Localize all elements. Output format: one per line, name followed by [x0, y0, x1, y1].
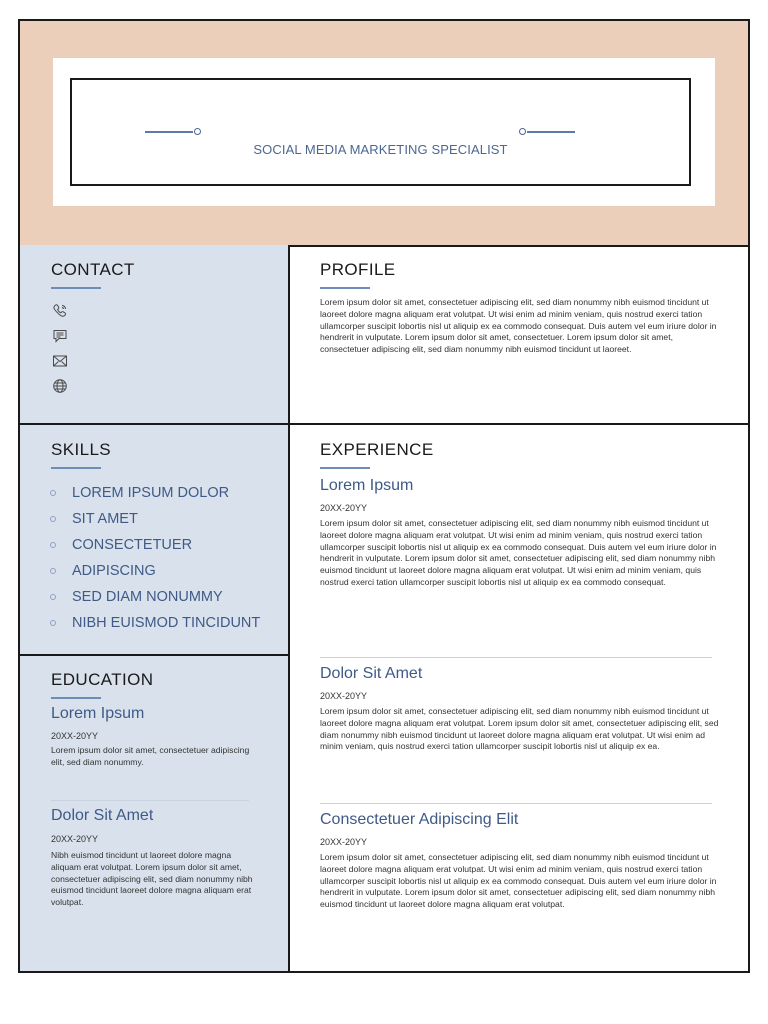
skill-item: ADIPISCING: [50, 558, 260, 584]
experience-heading-rule: [320, 467, 370, 469]
education-entry-date: 20XX-20YY: [51, 834, 99, 844]
experience-entry-date: 20XX-20YY: [320, 503, 368, 513]
skills-heading-rule: [51, 467, 101, 469]
contact-heading: CONTACT: [51, 260, 135, 279]
globe-icon: [52, 378, 70, 396]
bullet-icon: [50, 620, 56, 626]
experience-entry-date: 20XX-20YY: [320, 691, 368, 701]
left-ornament: [145, 128, 203, 136]
phone-icon: [52, 303, 70, 321]
main-content: [290, 245, 748, 971]
education-section: [20, 656, 288, 971]
profile-heading-rule: [320, 287, 370, 289]
education-entry-date: 20XX-20YY: [51, 731, 99, 741]
resume-page: [18, 19, 750, 973]
skill-item: SED DIAM NONUMMY: [50, 584, 260, 610]
profile-experience-divider: [288, 423, 748, 425]
contact-heading-rule: [51, 287, 101, 289]
right-ornament: [519, 128, 577, 136]
contact-icons: [52, 303, 70, 403]
experience-entry-title: Consectetuer Adipiscing Elit: [320, 811, 519, 828]
bullet-icon: [50, 568, 56, 574]
experience-entry-title: Dolor Sit Amet: [320, 665, 423, 682]
education-entry-title: Lorem Ipsum: [51, 705, 145, 722]
education-heading-rule: [51, 697, 101, 699]
bullet-icon: [50, 542, 56, 548]
skill-item: NIBH EUISMOD TINCIDUNT: [50, 610, 260, 636]
education-entry-text: Nibh euismod tincidunt ut laoreet dolore magna aliquam erat volutpat. Lorem ipsum dolor sit amet, consectetuer adipiscing elit, sed diam nonummy nibh euismod tincidunt laoreet dolore magna aliquam erat volutpat.: [51, 850, 253, 908]
experience-entry-text: Lorem ipsum dolor sit amet, consectetuer adipiscing elit, sed diam nonummy nibh euismod tincidunt ut laoreet dolore magna aliquam erat volutpat. Ut wisi enim ad minim veniam, quis nostrud exerci tation ullamcorper suscipit lobortis nisl ut aliquip ex ea commodo consequat. Duis autem vel eum iriure dolor in hendrerit in vulputate. Lorem ipsum dolor sit amet, consectetuer adipiscing elit, sed diam nonummy nibh euismod tincidunt ut laoreet dolore magna aliquam erat volutpat.: [320, 852, 717, 910]
experience-entry-date: 20XX-20YY: [320, 837, 368, 847]
education-heading: EDUCATION: [51, 670, 154, 689]
skills-heading: SKILLS: [51, 440, 112, 459]
experience-entry-text: Lorem ipsum dolor sit amet, consectetuer adipiscing elit, sed diam nonummy nibh euismod tincidunt ut laoreet dolore magna aliquam erat volutpat. Ut wisi enim ad minim veniam, quis nostrud exerci tation ullamcorper suscipit lobortis nisl ut aliquip ex ea commodo consequat. Duis autem vel eum iriure dolor in hendrerit in vulputate. Lorem ipsum dolor sit amet, consectetuer adipiscing elit, sed diam nonummy nibh euismod tincidunt ut laoreet dolore magna aliquam erat volutpat. Ut wisi enim ad minim veniam, quis nostrud exerci tation ullamcorper suscipit lobortis nisl ut aliquip ex ea commodo consequat.: [320, 518, 717, 587]
skill-item: LOREM IPSUM DOLOR: [50, 480, 260, 506]
bullet-icon: [50, 516, 56, 522]
experience-entry-divider: [320, 657, 712, 658]
skill-item: SIT AMET: [50, 506, 260, 532]
experience-entry-divider: [320, 803, 712, 804]
education-entry-title: Dolor Sit Amet: [51, 807, 154, 824]
skills-list: [50, 480, 260, 636]
profile-text: Lorem ipsum dolor sit amet, consectetuer adipiscing elit, sed diam nonummy nibh euismod tincidunt ut laoreet dolore magna aliquam erat volutpat. Ut wisi enim ad minim veniam, quis nostrud exerci tation ullamcorper suscipit lobortis nisl ut aliquip ex ea commodo consequat. Duis autem vel eum iriure dolor in hendrerit in vulputate. Lorem ipsum dolor sit amet, consectetuer. Lorem ipsum dolor sit amet, consectetuer adipiscing elit, sed diam nonummy nibh euismod tincidunt ut laoreet.: [320, 297, 717, 355]
job-title: SOCIAL MEDIA MARKETING SPECIALIST: [253, 142, 508, 157]
header-card: [53, 58, 715, 206]
experience-entry-text: Lorem ipsum dolor sit amet, consectetuer adipiscing elit, sed diam nonummy nibh euismod tincidunt ut laoreet dolore magna aliquam erat volutpat. Lorem ipsum dolor sit amet, consectetuer adipiscing elit, sed diam nonummy nibh euismod tincidunt ut laoreet dolore magna aliquam erat volutpat. Ut wisi enim ad minim veniam, quis nostrud exerci tation ullamcorper suscipit lobortis nisl ut aliquip ex ea.: [320, 706, 719, 752]
chat-icon: [52, 328, 70, 346]
sidebar: [20, 245, 290, 971]
education-entry-text: Lorem ipsum dolor sit amet, consectetuer adipiscing elit, sed diam nonummy.: [51, 745, 250, 767]
bullet-icon: [50, 594, 56, 600]
skill-item: CONSECTETUER: [50, 532, 260, 558]
education-entry-divider: [51, 800, 249, 801]
experience-entry-title: Lorem Ipsum: [320, 477, 414, 494]
skills-section: [20, 425, 288, 655]
name-frame: [70, 78, 691, 186]
profile-heading: PROFILE: [320, 260, 396, 279]
experience-heading: EXPERIENCE: [320, 440, 434, 459]
bullet-icon: [50, 490, 56, 496]
mail-icon: [52, 353, 70, 371]
header-band: [20, 21, 748, 247]
